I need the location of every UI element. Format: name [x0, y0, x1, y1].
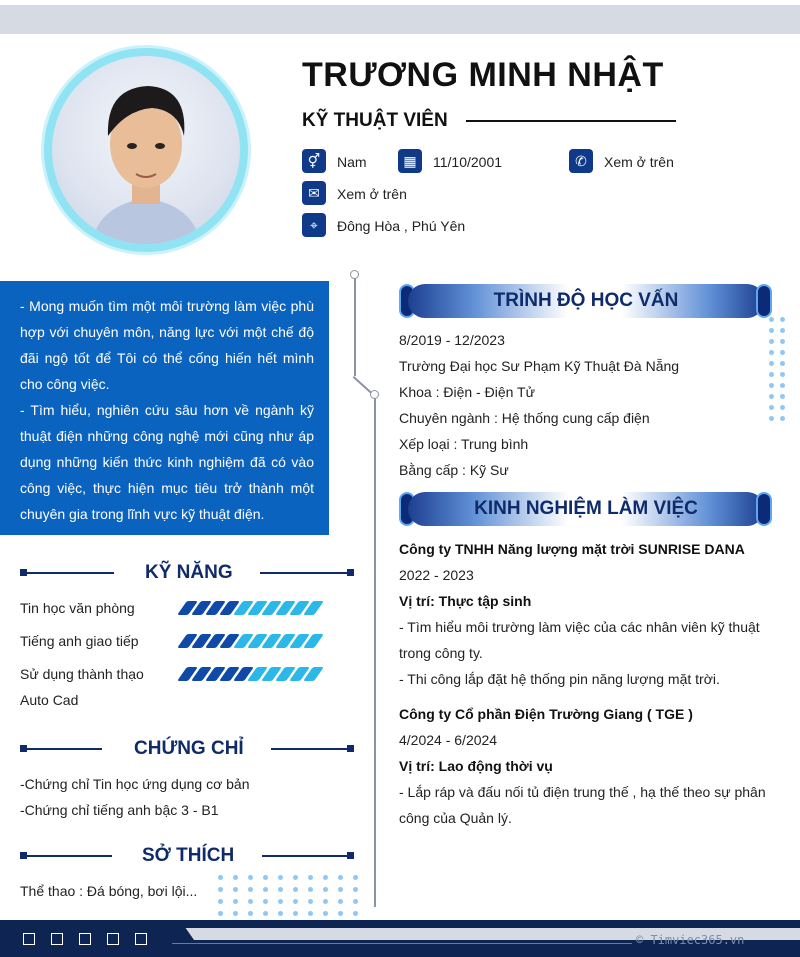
decor-dot [293, 887, 298, 892]
avatar [52, 56, 240, 244]
decor-dot [780, 383, 785, 388]
address-value: Đông Hòa , Phú Yên [337, 218, 466, 234]
decor-dot [353, 899, 358, 904]
decor-dot [769, 394, 774, 399]
timeline-node [370, 390, 379, 399]
education-line: 8/2019 - 12/2023 [399, 332, 505, 348]
job-entry [399, 536, 774, 692]
skill-rating-bar [182, 634, 319, 648]
section-line [24, 748, 102, 750]
decor-dot [769, 339, 774, 344]
education-line: Trường Đại học Sư Phạm Kỹ Thuật Đà Nẵng [399, 358, 680, 374]
education-heading: TRÌNH ĐỘ HỌC VẤN [493, 290, 679, 311]
decor-dot [353, 875, 358, 880]
hobbies-heading: SỞ THÍCH [142, 845, 235, 866]
decor-dot [769, 372, 774, 377]
gender-icon: ⚥ [302, 149, 326, 173]
section-marker [347, 745, 354, 752]
objective-paragraph: - Tìm hiểu, nghiên cứu sâu hơn về ngành kỹ thuật điện những công nghệ mới cũng như áp dụng những kiến thức kinh nghiệm đã có vào công việc, thực hiện mục tiêu trở thành một chuyên gia trong lĩnh vực kỹ thuật điện. [20, 402, 314, 522]
decor-dot [323, 875, 328, 880]
section-marker [347, 852, 354, 859]
decor-dot [248, 887, 253, 892]
banner-cap [756, 492, 772, 526]
job-title: KỸ THUẬT VIÊN [302, 110, 448, 131]
decor-dot [308, 875, 313, 880]
decor-dot [293, 911, 298, 916]
decor-dot [233, 887, 238, 892]
decor-dots [769, 317, 785, 421]
decor-dot [780, 350, 785, 355]
job-duty: - Lắp ráp và đấu nối tủ điện trung thế , hạ thế theo sự phân công của Quản lý. [399, 784, 766, 826]
footer-square-icon [135, 933, 147, 945]
decor-dot [353, 887, 358, 892]
skill-label: Tin học văn phòng [20, 600, 135, 616]
section-line [262, 855, 350, 857]
timeline-node [350, 270, 359, 279]
banner-cap [756, 284, 772, 318]
skill-label: Auto Cad [20, 692, 79, 708]
gender-value: Nam [337, 154, 367, 170]
job-position: Vị trí: Thực tập sinh [399, 593, 532, 609]
certificates-heading: CHỨNG CHỈ [134, 738, 244, 759]
candidate-name: TRƯƠNG MINH NHẬT [302, 56, 664, 94]
decor-dot [263, 911, 268, 916]
experience-heading: KINH NGHIỆM LÀM VIỆC [474, 498, 698, 519]
decor-dot [338, 899, 343, 904]
experience-banner [408, 492, 764, 526]
job-duty: - Thi công lắp đặt hệ thống pin năng lượng mặt trời. [399, 671, 720, 687]
decor-dot [218, 899, 223, 904]
decor-dot [780, 405, 785, 410]
education-line: Khoa : Điện - Điện Tử [399, 384, 535, 400]
decor-dot [263, 899, 268, 904]
education-line: Bằng cấp : Kỹ Sư [399, 462, 509, 478]
decor-dot [780, 372, 785, 377]
decor-dot [233, 911, 238, 916]
decor-dot [263, 887, 268, 892]
location-pin-icon: ⌖ [302, 213, 326, 237]
decor-dot [248, 899, 253, 904]
education-banner [408, 284, 764, 318]
job-duty: - Tìm hiểu môi trường làm việc của các nhân viên kỹ thuật trong công ty. [399, 619, 760, 661]
job-entry [399, 701, 774, 831]
section-marker [347, 569, 354, 576]
section-line [260, 572, 350, 574]
career-objective [0, 281, 329, 535]
decor-dot [308, 899, 313, 904]
decor-dot [263, 875, 268, 880]
skill-rating-bar [182, 601, 319, 615]
decor-dot [780, 361, 785, 366]
decor-dot [769, 405, 774, 410]
decor-dot [769, 383, 774, 388]
decor-dot [233, 875, 238, 880]
footer-square-icon [23, 933, 35, 945]
decor-dot [769, 350, 774, 355]
decor-dot [248, 911, 253, 916]
decor-dot [769, 416, 774, 421]
birthdate-value: 11/10/2001 [433, 154, 503, 170]
objective-paragraph: - Mong muốn tìm một môi trường làm việc phù hợp với chuyên môn, năng lực với một chế độ đãi ngộ tốt để Tôi có thể cống hiến hết mình cho công việc. [20, 298, 314, 392]
hobbies-text: Thể thao : Đá bóng, bơi lội... [20, 883, 198, 899]
decor-dot [338, 911, 343, 916]
decor-dot [218, 875, 223, 880]
decor-dot [218, 911, 223, 916]
timeline-line [374, 395, 376, 907]
job-company: Công ty Cổ phần Điện Trường Giang ( TGE ) [399, 706, 693, 722]
decor-dot [278, 887, 283, 892]
education-line: Chuyên ngành : Hệ thống cung cấp điện [399, 410, 650, 426]
job-company: Công ty TNHH Năng lượng mặt trời SUNRISE DANA [399, 541, 745, 557]
timeline-line [354, 276, 356, 376]
decor-dot [278, 911, 283, 916]
decor-dot [308, 911, 313, 916]
section-line [24, 855, 112, 857]
decor-dot [353, 911, 358, 916]
job-period: 4/2024 - 6/2024 [399, 732, 498, 748]
certificate-item: -Chứng chỉ Tin học ứng dụng cơ bản [20, 776, 250, 792]
job-position: Vị trí: Lao động thời vụ [399, 758, 553, 774]
education-line: Xếp loại : Trung bình [399, 436, 529, 452]
skills-heading: KỸ NĂNG [145, 562, 233, 583]
decor-dot [769, 361, 774, 366]
phone-icon: ✆ [569, 149, 593, 173]
decor-dot [338, 887, 343, 892]
avatar-portrait-icon [52, 56, 240, 244]
phone-value: Xem ở trên [604, 154, 674, 170]
decor-dot [780, 416, 785, 421]
decor-dot [293, 875, 298, 880]
education-details [399, 327, 679, 483]
decor-dot [780, 317, 785, 322]
decor-dot [780, 339, 785, 344]
decor-dot [769, 317, 774, 322]
decor-dot [769, 328, 774, 333]
footer-square-icon [107, 933, 119, 945]
footer-square-icon [51, 933, 63, 945]
top-edge [0, 0, 800, 5]
decor-dot [323, 911, 328, 916]
certificate-item: -Chứng chỉ tiếng anh bậc 3 - B1 [20, 802, 219, 818]
decor-dot [233, 899, 238, 904]
skill-label: Tiếng anh giao tiếp [20, 633, 139, 649]
decor-dot [248, 875, 253, 880]
skill-rating-bar [182, 667, 319, 681]
decor-dot [278, 899, 283, 904]
footer-credit: © Timviec365.vn [636, 933, 745, 947]
decor-dot [218, 887, 223, 892]
section-line [24, 572, 114, 574]
skill-label: Sử dụng thành thạo [20, 666, 144, 682]
birthday-cake-icon: ▦ [398, 149, 422, 173]
email-icon: ✉ [302, 181, 326, 205]
decor-dot [780, 328, 785, 333]
email-value: Xem ở trên [337, 186, 407, 202]
decor-dot [323, 887, 328, 892]
decor-dot [308, 887, 313, 892]
title-divider [466, 120, 676, 122]
decor-dots [218, 875, 358, 916]
job-period: 2022 - 2023 [399, 567, 474, 583]
decor-dot [323, 899, 328, 904]
section-line [271, 748, 349, 750]
footer-square-icon [79, 933, 91, 945]
decor-dot [780, 394, 785, 399]
decor-dot [338, 875, 343, 880]
decor-dot [293, 899, 298, 904]
decor-dot [278, 875, 283, 880]
footer-rule [172, 943, 632, 944]
top-band [0, 0, 800, 34]
